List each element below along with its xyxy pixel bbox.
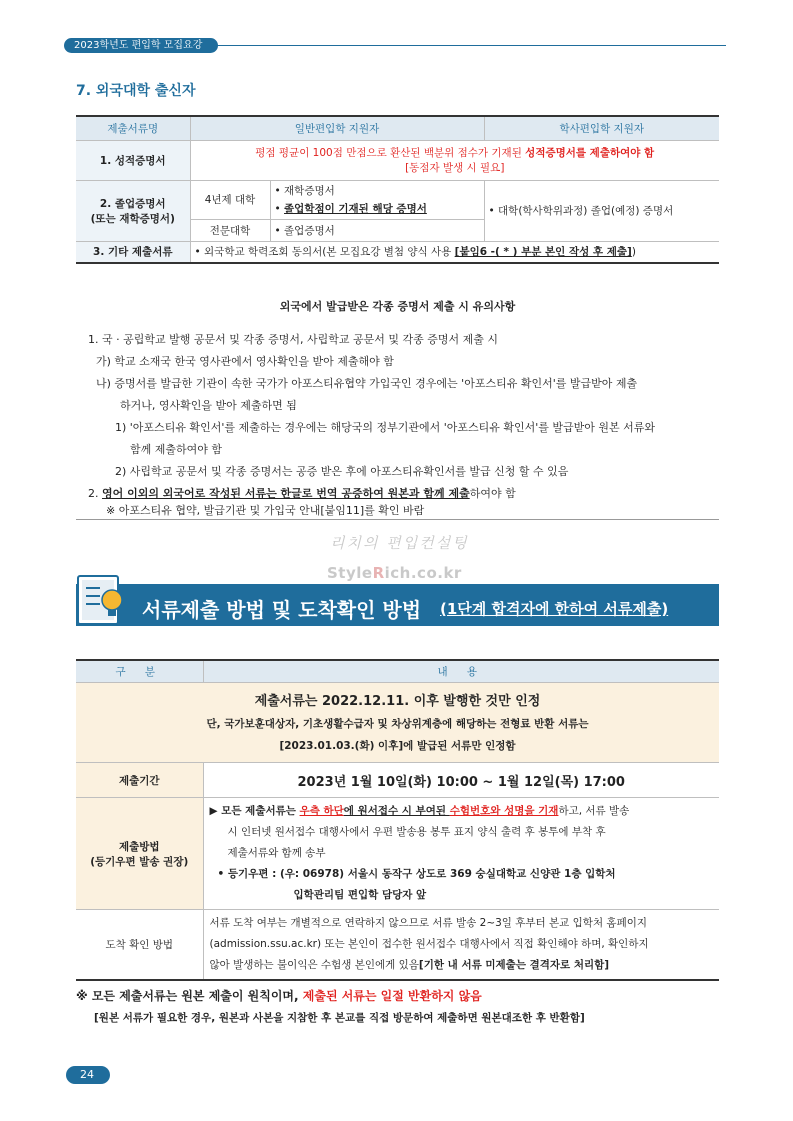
enrollment-cert: • 재학증명서 <box>274 184 335 197</box>
bullet: • <box>274 202 285 215</box>
method-underline: 에 원서접수 시 부여된 <box>343 805 450 817</box>
caution-line: 나) 증명서를 발급한 기관이 속한 국가가 아포스티유협약 가입국인 경우에는 '아포스티유 확인서'를 발급받아 제출 <box>96 377 638 390</box>
watermark-url-b: R <box>372 564 385 582</box>
final-notice-sub: [원본 서류가 필요한 경우, 원본과 사본을 지참한 후 본교를 직접 방문하여 제출하면 원본대조한 후 반환함] <box>94 1012 585 1024</box>
other-docs-emphasis: [붙임6 -( * ) 부분 본인 작성 후 제출] <box>454 246 632 259</box>
junior-college-item: • 졸업증명서 <box>270 219 484 241</box>
banner-title: 서류제출 방법 및 도착확인 방법 <box>142 598 422 622</box>
watermark-url-a: Style <box>327 564 373 582</box>
final-notice-red: 제출된 서류는 일절 반환하지 않음 <box>302 989 482 1003</box>
validity-date: [2023.01.03.(화) 이후]에 발급된 서류만 인정함 <box>279 740 516 752</box>
col-header-content: 내 용 <box>203 660 719 683</box>
method-red-2: 수험번호와 성명을 기재 <box>449 805 559 817</box>
method-cell <box>203 798 719 910</box>
graduation-label: 2. 졸업증명서 <box>99 197 166 210</box>
col-header-general: 일반편입학 지원자 <box>190 116 484 140</box>
banner-subtitle: (1단계 합격자에 한하여 서류제출) <box>440 600 669 618</box>
row-label-transcript: 1. 성적증명서 <box>76 140 190 180</box>
header-rule <box>212 45 726 46</box>
four-year-items <box>270 180 484 219</box>
method-text: ▶ 모든 제출서류는 <box>209 805 300 817</box>
arrival-warning: [기한 내 서류 미제출는 결격자로 처리함] <box>418 959 610 971</box>
divider <box>76 519 719 520</box>
registered-mail-address: • 등기우편 : (우: 06978) 서울시 동작구 상도로 369 숭실대학교 신양관 1층 입학처 <box>217 868 616 880</box>
other-docs-text: • 외국학교 학력조회 동의서(본 모집요강 별첨 양식 사용 <box>194 246 455 259</box>
arrival-line: 않아 발생하는 불이익은 수험생 본인에게 있음 <box>209 959 419 971</box>
arrival-line: 서류 도착 여부는 개별적으로 연락하지 않으므로 서류 발송 2~3일 후부터 본교 입학처 홈페이지 <box>209 917 647 929</box>
foreign-docs-table <box>76 115 719 264</box>
bachelor-cell: • 대학(학사학위과정) 졸업(예정) 증명서 <box>484 180 719 241</box>
col-header-docs: 제출서류명 <box>76 116 190 140</box>
header-title: 2023학년도 편입학 모집요강 <box>74 40 203 51</box>
arrival-cell <box>203 910 719 981</box>
graduation-credits-cert: 졸업학점이 기재된 해당 증명서 <box>284 202 427 215</box>
col-header-bachelor: 학사편입학 지원자 <box>484 116 719 140</box>
final-notice-text: ※ 모든 제출서류는 원본 제출이 원칙이며, <box>76 989 303 1003</box>
page-number: 24 <box>66 1066 110 1084</box>
transcript-text: 평점 평균이 100점 만점으로 환산된 백분위 점수가 기재된 <box>255 147 526 159</box>
submission-period: 2023년 1월 10일(화) 10:00 ~ 1월 12일(목) 17:00 <box>203 763 719 798</box>
row-label-graduation <box>76 180 190 241</box>
watermark-text: 리치의 편입컨설팅 <box>330 534 469 552</box>
caution-line: ※ 아포스티유 협약, 발급기관 및 가입국 안내[붙임11]를 확인 바람 <box>106 504 425 517</box>
watermark-url <box>327 564 462 582</box>
transcript-emphasis: 성적증명서를 제출하여야 함 <box>525 147 655 159</box>
other-docs-close: ) <box>631 246 636 259</box>
caution-title: 외국에서 발급받은 각종 증명서 제출 시 유의사항 <box>279 300 516 313</box>
translation-requirement: 영어 이외의 외국어로 작성된 서류는 한글로 번역 공증하여 원본과 함께 제출 <box>102 487 470 500</box>
submission-table <box>76 659 719 981</box>
caution-line: 함께 제출하여야 함 <box>130 443 223 456</box>
col-header-category: 구 분 <box>76 660 203 683</box>
row-label-period: 제출기간 <box>76 763 203 798</box>
validity-sub: 단, 국가보훈대상자, 기초생활수급자 및 차상위계층에 해당하는 전형료 반환 서류는 <box>206 718 589 730</box>
document-lightbulb-icon <box>74 574 132 628</box>
caution-line: 하거나, 영사확인을 받아 제출하면 됨 <box>120 399 297 412</box>
header-title-pill <box>64 38 218 53</box>
item-number: 2. <box>88 487 102 500</box>
watermark-url-c: ich.co.kr <box>384 564 462 582</box>
caution-line <box>88 486 728 501</box>
caution-line: 1) '아포스티유 확인서'를 제출하는 경우에는 해당국의 정부기관에서 '아포스티유 확인서'를 발급받아 원본 서류와 <box>115 421 656 434</box>
four-year-label: 4년제 대학 <box>190 180 270 219</box>
final-notice <box>76 987 482 1004</box>
method-label: 제출방법 <box>118 840 160 853</box>
row-label-method <box>76 798 203 910</box>
transcript-cell <box>190 140 719 180</box>
graduation-label-sub: (또는 재학증명서) <box>90 212 175 225</box>
junior-college-label: 전문대학 <box>190 219 270 241</box>
row-label-arrival: 도착 확인 방법 <box>76 910 203 981</box>
method-text-end: 하고, 서류 발송 <box>558 805 630 817</box>
method-label-sub: (등기우편 발송 권장) <box>90 855 189 868</box>
validity-notice <box>76 683 719 763</box>
caution-text: 하여야 함 <box>469 487 516 500</box>
method-line: 시 인터넷 원서접수 대행사에서 우편 발송용 봉투 표지 양식 출력 후 봉투에 부착 후 <box>227 826 606 838</box>
arrival-line: (admission.ssu.ac.kr) 또는 본인이 접수한 원서접수 대행사에서 직접 확인해야 하며, 확인하지 <box>209 938 649 950</box>
section-title: 7. 외국대학 출신자 <box>76 83 196 99</box>
caution-line: 1. 국 · 공립학교 발행 공문서 및 각종 증명서, 사립학교 공문서 및 각종 증명서 제출 시 <box>88 333 498 346</box>
transcript-note: [동점자 발생 시 필요] <box>405 162 505 174</box>
validity-main: 제출서류는 2022.12.11. 이후 발행한 것만 인정 <box>254 694 541 709</box>
other-docs-cell <box>190 241 719 263</box>
row-label-other: 3. 기타 제출서류 <box>76 241 190 263</box>
caution-line: 2) 사립학교 공문서 및 각종 증명서는 공증 받은 후에 아포스티유확인서를 발급 신청 할 수 있음 <box>115 465 569 478</box>
registered-mail-recipient: 입학관리팀 편입학 담당자 앞 <box>293 889 427 901</box>
method-line: 제출서류와 함께 송부 <box>227 847 326 859</box>
caution-line: 가) 학교 소재국 한국 영사관에서 영사확인을 받아 제출해야 함 <box>96 355 394 368</box>
method-red-1: 우측 하단 <box>299 805 344 817</box>
